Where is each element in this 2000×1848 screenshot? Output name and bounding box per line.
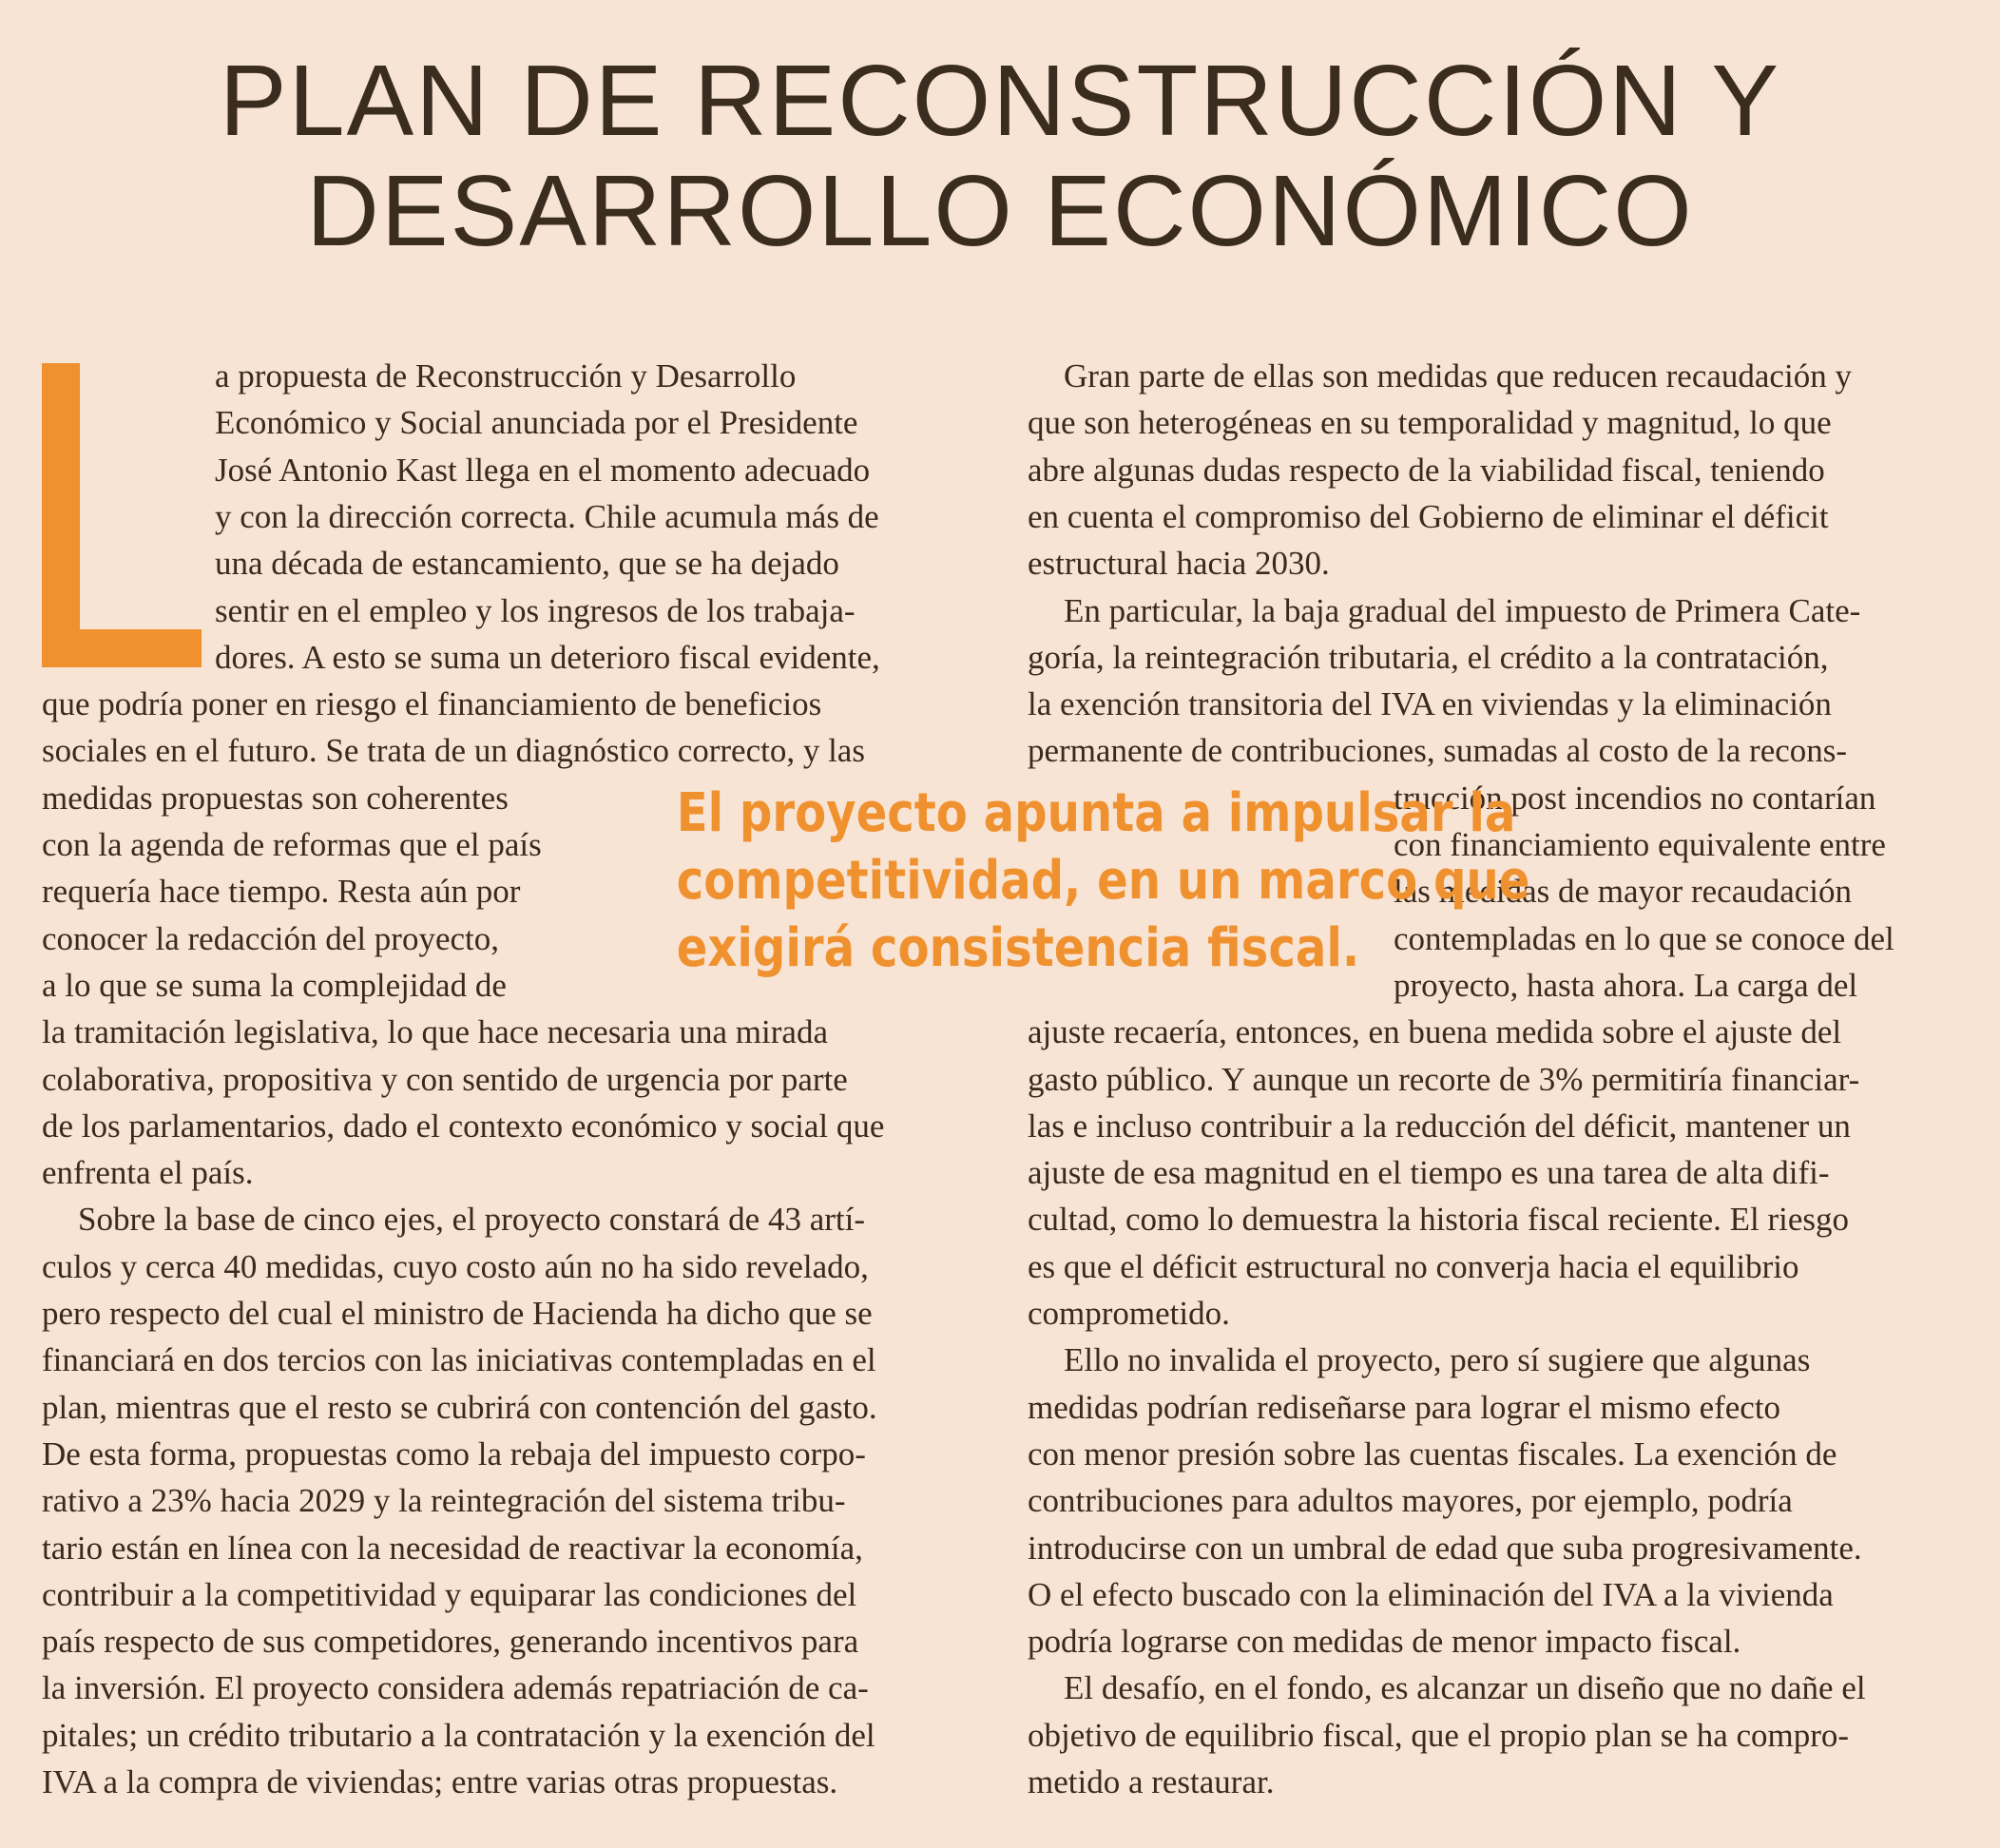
right-column-line: O el efecto buscado con la eliminación del IVA a la vivienda	[1028, 1575, 1834, 1613]
left-column-line: y con la dirección correcta. Chile acumula más de	[215, 497, 879, 535]
left-column-line: culos y cerca 40 medidas, cuyo costo aún no ha sido revelado,	[42, 1247, 869, 1285]
right-column-line: la exención transitoria del IVA en viviendas y la eliminación	[1028, 685, 1832, 723]
left-column-line: a propuesta de Reconstrucción y Desarrollo	[215, 357, 797, 395]
left-column-line: una década de estancamiento, que se ha dejado	[215, 545, 839, 583]
pull-quote-line: El proyecto apunta a impulsar la	[676, 782, 1516, 844]
left-column-line: pero respecto del cual el ministro de Hacienda ha dicho que se	[42, 1295, 873, 1332]
right-column-line: contempladas en lo que se conoce del	[1394, 919, 1894, 957]
right-column-line: con financiamiento equivalente entre	[1394, 826, 1886, 863]
right-column-line: introducirse con un umbral de edad que suba progresivamente.	[1028, 1529, 1862, 1567]
right-column-line: medidas podrían rediseñarse para lograr el mismo efecto	[1028, 1388, 1781, 1426]
left-column-line: de los parlamentarios, dado el contexto económico y social que	[42, 1107, 885, 1145]
title-line-1: PLAN DE RECONSTRUCCIÓN Y	[219, 45, 1781, 157]
left-column-line: IVA a la compra de viviendas; entre varias otras propuestas.	[42, 1763, 838, 1800]
right-column-line: abre algunas dudas respecto de la viabilidad fiscal, teniendo	[1028, 451, 1825, 489]
right-column-line: contribuciones para adultos mayores, por ejemplo, podría	[1028, 1482, 1793, 1520]
right-column-line: metido a restaurar.	[1028, 1763, 1275, 1800]
right-column-line: las e incluso contribuir a la reducción del déficit, mantener un	[1028, 1107, 1851, 1145]
left-column-line: pitales; un crédito tributario a la contratación y la exención del	[42, 1716, 875, 1754]
right-column-line: En particular, la baja gradual del impuesto de Primera Cate-	[1064, 591, 1861, 629]
right-column-line: Ello no invalida el proyecto, pero sí sugiere que algunas	[1064, 1341, 1811, 1379]
left-column-line: colaborativa, propositiva y con sentido de urgencia por parte	[42, 1060, 848, 1098]
left-column-line: conocer la redacción del proyecto,	[42, 919, 499, 957]
right-column-line: El desafío, en el fondo, es alcanzar un diseño que no dañe el	[1064, 1669, 1866, 1707]
right-column-line: gasto público. Y aunque un recorte de 3% permitiría financiar-	[1028, 1060, 1860, 1098]
left-column-line: José Antonio Kast llega en el momento adecuado	[215, 451, 871, 489]
right-column-line: ajuste recaería, entonces, en buena medida sobre el ajuste del	[1028, 1013, 1842, 1051]
title-line-2: DESARROLLO ECONÓMICO	[306, 155, 1694, 267]
left-column-line: rativo a 23% hacia 2029 y la reintegración del sistema tribu-	[42, 1482, 846, 1520]
right-column-line: con menor presión sobre las cuentas fiscales. La exención de	[1028, 1434, 1837, 1473]
right-column-line: cultad, como lo demuestra la historia fiscal reciente. El riesgo	[1028, 1201, 1849, 1239]
right-column-line: podría lograrse con medidas de menor impacto fiscal.	[1028, 1623, 1741, 1661]
left-column-line: la inversión. El proyecto considera además repatriación de ca-	[42, 1669, 869, 1707]
article-title	[0, 46, 2000, 266]
left-column-line: país respecto de sus competidores, generando incentivos para	[42, 1623, 859, 1661]
pull-quote-line: competitividad, en un marco que	[676, 850, 1530, 912]
right-column-line: Gran parte de ellas son medidas que reducen recaudación y	[1064, 357, 1852, 395]
right-column-line: proyecto, hasta ahora. La carga del	[1394, 966, 1858, 1004]
right-column-line: estructural hacia 2030.	[1028, 545, 1330, 583]
left-column-line: que podría poner en riesgo el financiamiento de beneficios	[42, 685, 822, 723]
left-column-line: medidas propuestas son coherentes	[42, 779, 509, 817]
right-column-line: comprometido.	[1028, 1295, 1230, 1332]
left-column-line: a lo que se suma la complejidad de	[42, 966, 507, 1004]
left-column-line: sociales en el futuro. Se trata de un diagnóstico correcto, y las	[42, 732, 865, 770]
left-column-line: sentir en el empleo y los ingresos de los trabaja-	[215, 591, 856, 629]
right-column-line: es que el déficit estructural no converja hacia el equilibrio	[1028, 1247, 1799, 1285]
right-column-line: permanente de contribuciones, sumadas al costo de la recons-	[1028, 732, 1848, 770]
left-column-line: requería hace tiempo. Resta aún por	[42, 873, 521, 911]
pull-quote-line: exigirá consistencia fiscal.	[676, 917, 1360, 979]
left-column-line: dores. A esto se suma un deterioro fiscal evidente,	[215, 638, 880, 676]
left-column-line: Económico y Social anunciada por el Presidente	[215, 404, 858, 442]
left-column-line: enfrenta el país.	[42, 1154, 254, 1192]
left-column-line: financiará en dos tercios con las iniciativas contempladas en el	[42, 1341, 876, 1379]
right-column-line: que son heterogéneas en su temporalidad y magnitud, lo que	[1028, 404, 1832, 442]
pull-quote	[676, 780, 1530, 982]
right-column-line: ajuste de esa magnitud en el tiempo es una tarea de alta difi-	[1028, 1154, 1830, 1192]
right-column-line: las medidas de mayor recaudación	[1394, 873, 1853, 911]
left-column-line: la tramitación legislativa, lo que hace necesaria una mirada	[42, 1013, 828, 1051]
right-column-line: objetivo de equilibrio fiscal, que el propio plan se ha compro-	[1028, 1716, 1850, 1754]
right-column-line: trucción post incendios no contarían	[1394, 779, 1876, 817]
left-column-line: De esta forma, propuestas como la rebaja del impuesto corpo-	[42, 1434, 866, 1473]
right-column-line: en cuenta el compromiso del Gobierno de eliminar el déficit	[1028, 497, 1829, 535]
left-column-line: Sobre la base de cinco ejes, el proyecto constará de 43 artí-	[78, 1201, 865, 1239]
right-column-line: goría, la reintegración tributaria, el crédito a la contratación,	[1028, 638, 1829, 676]
drop-cap-l	[42, 363, 202, 667]
left-column-line: contribuir a la competitividad y equiparar las condiciones del	[42, 1575, 857, 1613]
left-column-line: tario están en línea con la necesidad de reactivar la economía,	[42, 1529, 863, 1567]
left-column-line: plan, mientras que el resto se cubrirá con contención del gasto.	[42, 1388, 877, 1426]
left-column-line: con la agenda de reformas que el país	[42, 826, 542, 863]
